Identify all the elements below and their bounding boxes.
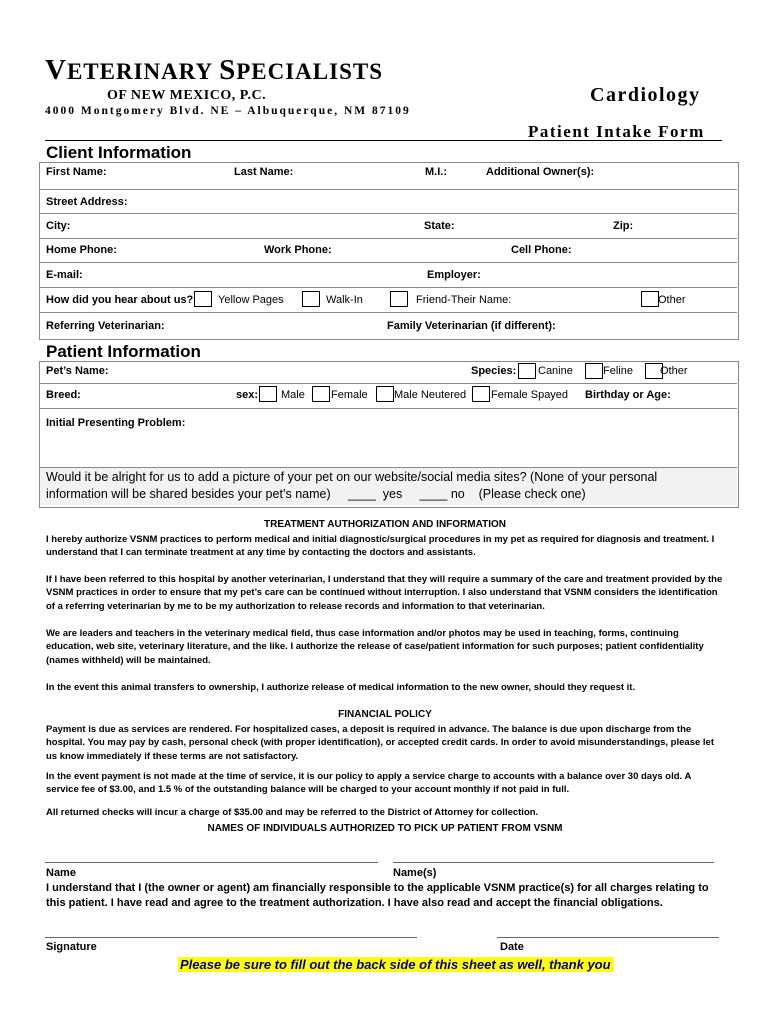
presenting-problem-field[interactable]: Initial Presenting Problem: [46,417,186,429]
treatment-paragraph-2: If I have been referred to this hospital by another veterinarian, I understand that they will require a summary of the care and treatment provided by the VSNM practices in order to ensure that my pet’s care can be continued without interruption. I also understand that VSNM considers the identification of a referring veterinarian by me to be my authorization to release records and information to that veterinarian. [46,574,723,612]
walk-in-label: Walk-In [326,294,363,306]
name-label: Name [46,867,76,879]
financial-paragraph-2: In the event payment is not made at the time of service, it is our policy to apply a service charge to accounts with a balance over 30 days old. A service fee of $3.00, and 1.5 % of the outstanding balance will be charged to your account monthly if not paid in full. [46,771,691,796]
hear-about-us-label: How did you hear about us? [46,294,194,306]
birthday-age-field[interactable]: Birthday or Age: [585,389,671,401]
friend-label: Friend-Their Name: [416,294,512,306]
pet-name-field[interactable]: Pet’s Name: [46,365,109,377]
walk-in-checkbox[interactable] [302,291,320,307]
title-part-2: PECIALISTS [236,59,383,84]
client-row-street [39,189,737,214]
back-side-reminder: Please be sure to fill out the back side of this sheet as well, thank you [180,957,611,972]
practice-address: 4000 Montgomery Blvd. NE – Albuquerque, NM 87109 [45,105,411,117]
signature-line[interactable] [45,937,417,938]
female-spayed-checkbox[interactable] [472,386,490,402]
male-label: Male [281,389,305,401]
work-phone-field[interactable]: Work Phone: [264,244,332,256]
client-row-names [39,162,737,190]
breed-field[interactable]: Breed: [46,389,81,401]
family-vet-field[interactable]: Family Veterinarian (if different): [387,320,556,332]
home-phone-field[interactable]: Home Phone: [46,244,117,256]
client-section-heading: Client Information [46,143,192,162]
client-row-email [39,262,737,288]
yellow-pages-label: Yellow Pages [218,294,284,306]
responsibility-statement: I understand that I (the owner or agent) am financially responsible to the applicable VSNM practice(s) for all charges relating to this patient. I have read and agree to the treatment authorization. I have also read and accept the financial obligations. [46,882,709,909]
signature-label: Signature [46,941,97,953]
financial-paragraph-1: Payment is due as services are rendered. For hospitalized cases, a deposit is required in advance. The balance is due upon discharge from the hospital. You may pay by cash, personal check (with proper identification), or accepted credit cards. In order to avoid misunderstandings, please let us know immediately if these terms are not satisfactory. [46,724,714,762]
title-initial-s: S [219,54,237,86]
canine-checkbox[interactable] [518,363,536,379]
names-label: Name(s) [393,867,437,879]
male-checkbox[interactable] [259,386,277,402]
yellow-pages-checkbox[interactable] [194,291,212,307]
other-source-checkbox[interactable] [641,291,659,307]
financial-paragraph-3: All returned checks will incur a charge of $35.00 and may be referred to the District of Attorney for collection. [46,807,539,818]
practice-title [45,54,383,87]
female-checkbox[interactable] [312,386,330,402]
pickup-name-line[interactable] [45,862,378,863]
date-label: Date [500,941,524,953]
email-field[interactable]: E-mail: [46,269,83,281]
cell-phone-field[interactable]: Cell Phone: [511,244,572,256]
male-neutered-checkbox[interactable] [376,386,394,402]
mi-field[interactable]: M.I.: [425,166,447,178]
other-species-label: Other [660,365,688,377]
female-label: Female [331,389,368,401]
form-title: Patient Intake Form [528,122,705,141]
treatment-paragraph-3: We are leaders and teachers in the veterinary medical field, thus case information and/or photos may be used in teaching, forms, continuing education, web site, veterinary literature, and the like. I authorize the release of case/patient information for such purposes; patient confidentiality (names withheld) will be maintained. [46,628,704,666]
feline-checkbox[interactable] [585,363,603,379]
first-name-field[interactable]: First Name: [46,166,107,178]
treatment-heading: TREATMENT AUTHORIZATION AND INFORMATION [263,519,506,530]
species-label: Species: [471,365,517,377]
treatment-paragraph-1: I hereby authorize VSNM practices to perform medical and initial diagnostic/surgical procedures in my pet as required for diagnosis and treatment. I understand that I can terminate treatment at any time by contacting the doctors and assistants. [46,534,715,559]
street-address-field[interactable]: Street Address: [46,196,128,208]
pickup-heading: NAMES OF INDIVIDUALS AUTHORIZED TO PICK UP PATIENT FROM VSNM [207,823,563,834]
additional-owners-field[interactable]: Additional Owner(s): [486,166,595,178]
feline-label: Feline [603,365,633,377]
department-label: Cardiology [590,84,701,106]
photo-consent-question-line1: Would it be alright for us to add a picture of your pet on our website/social media sites? (None of your personal [46,470,658,484]
pickup-names-line[interactable] [393,862,714,863]
other-source-label: Other [658,294,686,306]
state-field[interactable]: State: [424,220,455,232]
canine-label: Canine [538,365,573,377]
patient-section-heading: Patient Information [46,342,201,361]
city-field[interactable]: City: [46,220,71,232]
female-spayed-label: Female Spayed [491,389,569,401]
male-neutered-label: Male Neutered [394,389,467,401]
photo-consent-question-line2[interactable]: information will be shared besides your pet’s name) ____ yes ____ no (Please check one) [46,487,586,501]
client-row-phones [39,238,737,263]
financial-heading: FINANCIAL POLICY [338,709,432,720]
title-part-1: ETERINARY [66,59,220,84]
employer-field[interactable]: Employer: [427,269,481,281]
date-line[interactable] [497,937,719,938]
practice-subtitle: OF NEW MEXICO, P.C. [107,88,267,103]
zip-field[interactable]: Zip: [613,220,634,232]
title-initial-v: V [45,54,67,86]
treatment-paragraph-4: In the event this animal transfers to ownership, I authorize release of medical information to the new owner, should they request it. [46,682,636,693]
last-name-field[interactable]: Last Name: [234,166,294,178]
sex-label: sex: [236,389,259,401]
referring-vet-field[interactable]: Referring Veterinarian: [46,320,165,332]
header-divider [45,140,722,141]
friend-checkbox[interactable] [390,291,408,307]
